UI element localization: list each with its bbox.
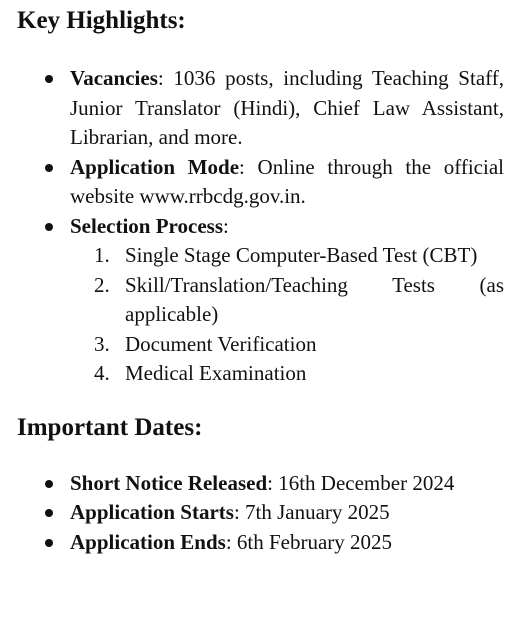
item-label: Short Notice Released bbox=[70, 470, 268, 495]
key-highlights-section bbox=[17, 0, 504, 389]
item-text: : bbox=[223, 213, 229, 238]
list-item-short-notice bbox=[17, 469, 504, 499]
item-label: Application Mode bbox=[70, 154, 240, 179]
important-dates-list bbox=[17, 469, 504, 558]
list-item-application-starts bbox=[17, 498, 504, 528]
item-label: Vacancies bbox=[70, 66, 158, 90]
item-label: Application Ends bbox=[70, 529, 226, 554]
key-highlights-heading: Key Highlights: bbox=[17, 7, 186, 34]
step-item bbox=[70, 241, 504, 271]
key-highlights-list bbox=[17, 64, 504, 389]
bullet-icon bbox=[45, 75, 53, 83]
important-dates-heading: Important Dates: bbox=[17, 413, 203, 441]
step-number: 3. bbox=[94, 331, 110, 356]
item-text: : 1036 posts, including Teaching Staff, Junior Translator (Hindi), Chief Law Assistant, Librarian, and more. bbox=[70, 66, 504, 149]
step-number: 2. bbox=[94, 272, 110, 297]
bullet-icon bbox=[45, 480, 53, 488]
list-item-application-mode bbox=[17, 153, 504, 212]
bullet-icon bbox=[45, 223, 53, 231]
item-text: : 7th January 2025 bbox=[233, 500, 390, 524]
step-number: 1. bbox=[94, 243, 110, 267]
step-text: Document Verification bbox=[125, 331, 317, 356]
step-text: Skill/Translation/Teaching Tests (as applicable) bbox=[125, 272, 504, 326]
item-text: : Online through the official website www.rrbcdg.gov.in. bbox=[70, 154, 504, 208]
step-item bbox=[70, 330, 504, 360]
step-item bbox=[70, 359, 504, 389]
step-number: 4. bbox=[94, 361, 110, 385]
important-dates-section bbox=[17, 413, 504, 558]
list-item-selection-process bbox=[17, 212, 504, 389]
step-text: Single Stage Computer-Based Test (CBT) bbox=[125, 243, 478, 267]
item-label: Application Starts bbox=[70, 500, 234, 524]
item-text: : 16th December 2024 bbox=[267, 470, 455, 495]
list-item-vacancies bbox=[17, 64, 504, 153]
list-item-application-ends bbox=[17, 528, 504, 558]
bullet-icon bbox=[45, 539, 53, 547]
step-text: Medical Examination bbox=[125, 361, 307, 385]
bullet-icon bbox=[45, 509, 53, 517]
step-item bbox=[70, 271, 504, 330]
item-text: : 6th February 2025 bbox=[225, 529, 393, 554]
selection-steps-list bbox=[70, 241, 504, 389]
bullet-icon bbox=[45, 164, 53, 172]
item-label: Selection Process bbox=[70, 213, 223, 238]
